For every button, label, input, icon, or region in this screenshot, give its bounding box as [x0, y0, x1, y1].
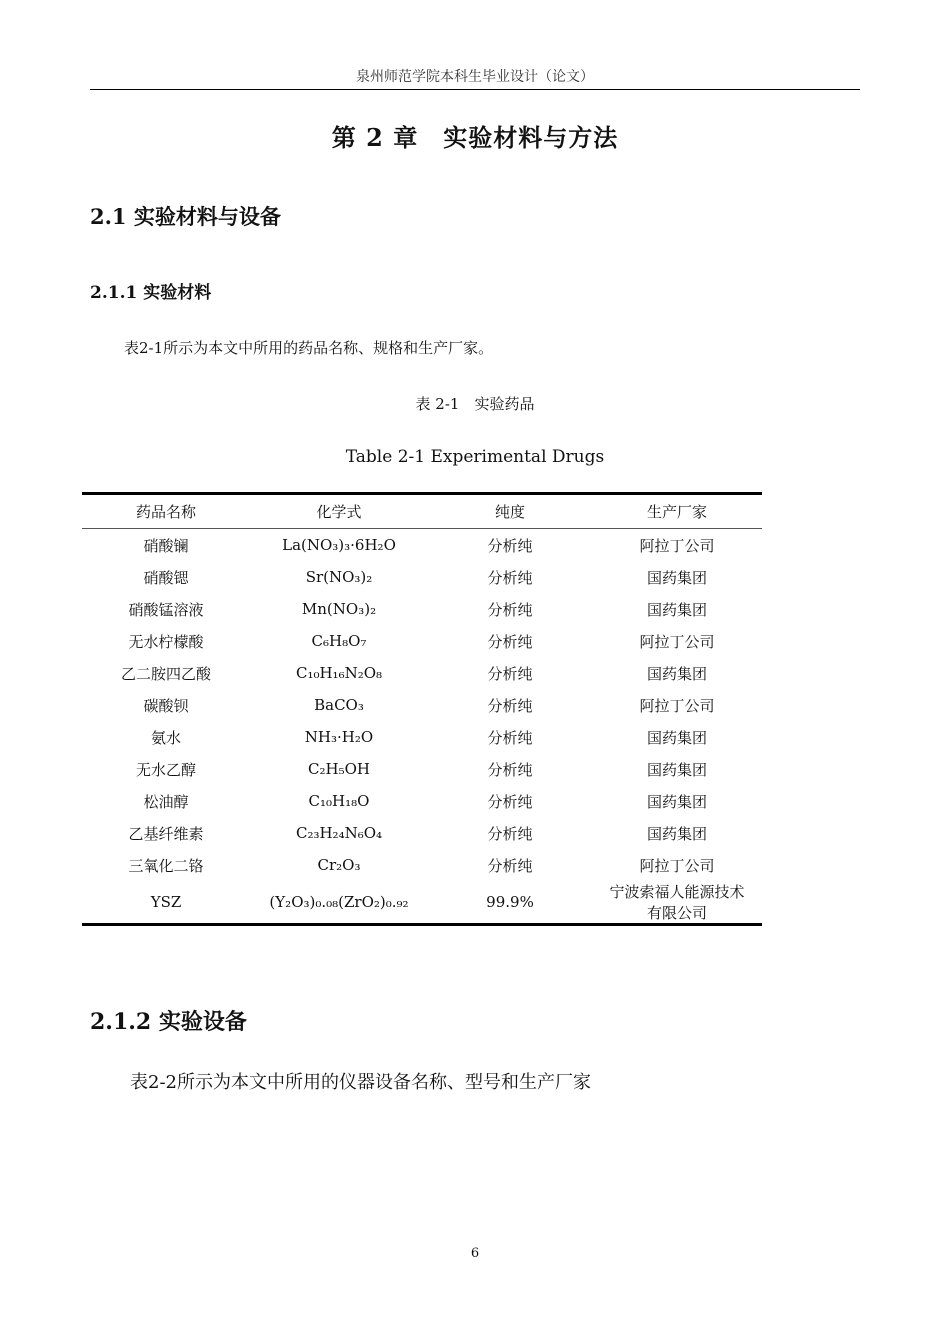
- table-row: [82, 529, 762, 562]
- header-maker: 生产厂家: [646, 503, 707, 521]
- header-formula: 化学式: [316, 503, 362, 521]
- drug-name: 松油醇: [143, 792, 189, 811]
- section-2-1-2-intro: 表2-2所示为本文中所用的仪器设备名称、型号和生产厂家: [130, 1072, 591, 1093]
- drug-maker: 国药集团: [646, 824, 707, 843]
- drug-maker: 国药集团: [646, 664, 707, 683]
- drugs-table: [82, 492, 762, 926]
- drug-maker: [592, 881, 762, 925]
- drug-purity: 分析纯: [487, 600, 533, 619]
- table-row: [82, 689, 762, 721]
- drug-formula: NH₃·H₂O: [304, 728, 374, 746]
- drug-formula: Sr(NO₃)₂: [305, 568, 373, 586]
- drug-purity: 分析纯: [487, 568, 533, 587]
- table-row: [82, 657, 762, 689]
- drug-purity: 99.9%: [486, 893, 534, 911]
- drug-formula: Cr₂O₃: [317, 856, 361, 874]
- table-row: [82, 881, 762, 925]
- drug-name: 三氧化二铬: [128, 856, 204, 875]
- table-row: [82, 785, 762, 817]
- section-2-1-1-intro: 表2-1所示为本文中所用的药品名称、规格和生产厂家。: [124, 339, 494, 357]
- drug-name: 无水乙醇: [135, 760, 196, 779]
- drug-name: 硝酸镧: [143, 536, 189, 555]
- drug-name: 乙基纤维素: [128, 824, 204, 843]
- table-caption-en: Table 2-1 Experimental Drugs: [345, 447, 605, 467]
- drug-maker-line1: 宁波索福人能源技术: [609, 883, 745, 901]
- header-name: 药品名称: [135, 503, 196, 521]
- drug-formula: (Y₂O₃)₀.₀₈(ZrO₂)₀.₉₂: [269, 893, 409, 911]
- table-caption-cn: 表 2-1 实验药品: [415, 395, 535, 413]
- drug-name: 碳酸钡: [143, 696, 189, 715]
- drug-maker: 阿拉丁公司: [639, 536, 715, 555]
- table-row: [82, 721, 762, 753]
- section-2-1-2-heading: 2.1.2 实验设备: [90, 1009, 247, 1035]
- table-row: [82, 625, 762, 657]
- drug-name: 氨水: [150, 728, 181, 747]
- drug-purity: 分析纯: [487, 792, 533, 811]
- header-purity: 纯度: [494, 503, 525, 521]
- drug-formula: C₁₀H₁₆N₂O₈: [295, 664, 383, 682]
- drug-name: YSZ: [150, 893, 182, 911]
- section-2-1-heading: 2.1 实验材料与设备: [90, 204, 281, 229]
- drug-purity: 分析纯: [487, 824, 533, 843]
- drug-purity: 分析纯: [487, 664, 533, 683]
- chapter-title: 第 2 章 实验材料与方法: [331, 123, 619, 152]
- drug-formula: C₂₃H₂₄N₆O₄: [295, 824, 383, 842]
- drug-maker-line2: 有限公司: [646, 904, 707, 922]
- drug-purity: 分析纯: [487, 632, 533, 651]
- drug-maker: 阿拉丁公司: [639, 856, 715, 875]
- page-number: 6: [470, 1246, 480, 1261]
- table-row: [82, 753, 762, 785]
- drug-formula: La(NO₃)₃·6H₂O: [282, 536, 396, 554]
- table-row: [82, 561, 762, 593]
- drug-maker: 国药集团: [646, 728, 707, 747]
- drug-formula: C₂H₅OH: [308, 760, 370, 778]
- drug-name: 硝酸锶: [143, 568, 189, 587]
- table-row: [82, 817, 762, 849]
- drug-formula: C₁₀H₁₈O: [308, 792, 370, 810]
- drug-formula: C₆H₈O₇: [311, 632, 367, 650]
- table-row: [82, 849, 762, 881]
- table-row: [82, 593, 762, 625]
- table-header-row: [82, 494, 762, 529]
- header-rule: [90, 89, 860, 90]
- drug-maker: 国药集团: [646, 568, 707, 587]
- drug-purity: 分析纯: [487, 728, 533, 747]
- drug-formula: BaCO₃: [314, 696, 364, 714]
- section-2-1-1-heading: 2.1.1 实验材料: [90, 283, 212, 303]
- drug-maker: 阿拉丁公司: [639, 696, 715, 715]
- drug-maker: 国药集团: [646, 760, 707, 779]
- running-header: 泉州师范学院本科生毕业设计（论文）: [356, 69, 594, 85]
- drug-purity: 分析纯: [487, 536, 533, 555]
- drug-name: 乙二胺四乙酸: [120, 664, 211, 683]
- drug-purity: 分析纯: [487, 856, 533, 875]
- drug-maker: 国药集团: [646, 600, 707, 619]
- drug-name: 无水柠檬酸: [128, 632, 204, 651]
- drug-maker: 国药集团: [646, 792, 707, 811]
- drug-formula: Mn(NO₃)₂: [301, 600, 377, 618]
- drug-purity: 分析纯: [487, 696, 533, 715]
- drug-maker: 阿拉丁公司: [639, 632, 715, 651]
- drug-name: 硝酸锰溶液: [128, 600, 204, 619]
- drug-purity: 分析纯: [487, 760, 533, 779]
